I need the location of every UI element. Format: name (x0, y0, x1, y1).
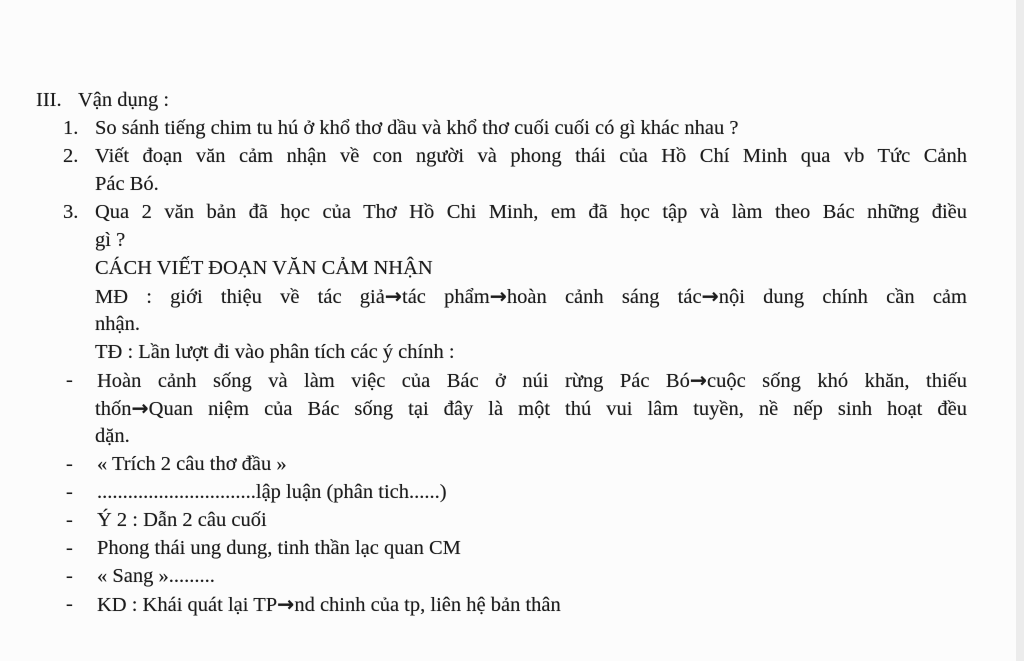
line-text: So sánh tiếng chim tu hú ở khổ thơ dầu và khổ thơ cuối cuối có gì khác nhau ? (95, 117, 739, 139)
bullet-dash: - (66, 369, 73, 391)
bullet-dash: - (66, 509, 73, 531)
dash-item-line (0, 534, 1024, 562)
line-text: Ý 2 : Dẫn 2 câu cuối (97, 509, 267, 531)
section-heading (0, 86, 1024, 114)
line-text: « Trích 2 câu thơ đầu » (97, 453, 287, 475)
line-text: Pác Bó. (95, 173, 159, 195)
line-text: thốn→Quan niệm của Bác sống tại đây là một thú vui lâm tuyền, nề nếp sinh hoạt đều (95, 396, 967, 420)
paragraph-line (0, 338, 1024, 366)
line-text: ...............................lập luận (phân tich......) (97, 481, 447, 503)
heading-text: Vận dụng : (78, 89, 170, 111)
line-text: Qua 2 văn bản đã học của Thơ Hồ Chi Minh, em đã học tập và làm theo Bác những điều (95, 201, 967, 223)
line-text: Viết đoạn văn cảm nhận về con người và phong thái của Hồ Chí Minh qua vb Tức Cảnh (95, 145, 967, 167)
bullet-dash: - (66, 481, 73, 503)
list-number: 3. (63, 201, 79, 223)
line-text: gì ? (95, 229, 126, 251)
numbered-item-line (0, 142, 1024, 170)
line-text: TĐ : Lần lượt đi vào phân tích các ý chính : (95, 341, 455, 363)
line-text: Hoàn cảnh sống và làm việc của Bác ở núi rừng Pác Bó→cuộc sống khó khăn, thiếu (97, 368, 967, 392)
dash-item-line (0, 562, 1024, 590)
list-number: 2. (63, 145, 79, 167)
continuation-line (0, 310, 1024, 338)
continuation-line (0, 170, 1024, 198)
bullet-dash: - (66, 537, 73, 559)
line-text: Phong thái ung dung, tinh thần lạc quan CM (97, 537, 461, 559)
bullet-dash: - (66, 453, 73, 475)
paragraph-line (0, 282, 1024, 310)
line-text: KD : Khái quát lại TP→nd chinh của tp, liên hệ bản thân (97, 592, 561, 616)
line-text: CÁCH VIẾT ĐOẠN VĂN CẢM NHẬN (95, 257, 433, 279)
list-number: 1. (63, 117, 79, 139)
subsection-title-line (0, 254, 1024, 282)
continuation-line (0, 394, 1024, 422)
line-text: « Sang »......... (97, 565, 215, 587)
line-text: MĐ : giới thiệu về tác giả→tác phẩm→hoàn cảnh sáng tác→nội dung chính cần cảm (95, 284, 967, 308)
dash-item-line (0, 450, 1024, 478)
continuation-line (0, 226, 1024, 254)
continuation-line (0, 422, 1024, 450)
heading-numeral: III. (36, 89, 62, 111)
dash-item-line (0, 366, 1024, 394)
dash-item-line (0, 590, 1024, 618)
bullet-dash: - (66, 565, 73, 587)
bullet-dash: - (66, 593, 73, 615)
numbered-item-line (0, 198, 1024, 226)
dash-item-line (0, 506, 1024, 534)
document-text-block (0, 86, 1024, 618)
line-text: dặn. (95, 425, 130, 447)
dash-item-line (0, 478, 1024, 506)
line-text: nhận. (95, 313, 140, 335)
numbered-item-line (0, 114, 1024, 142)
